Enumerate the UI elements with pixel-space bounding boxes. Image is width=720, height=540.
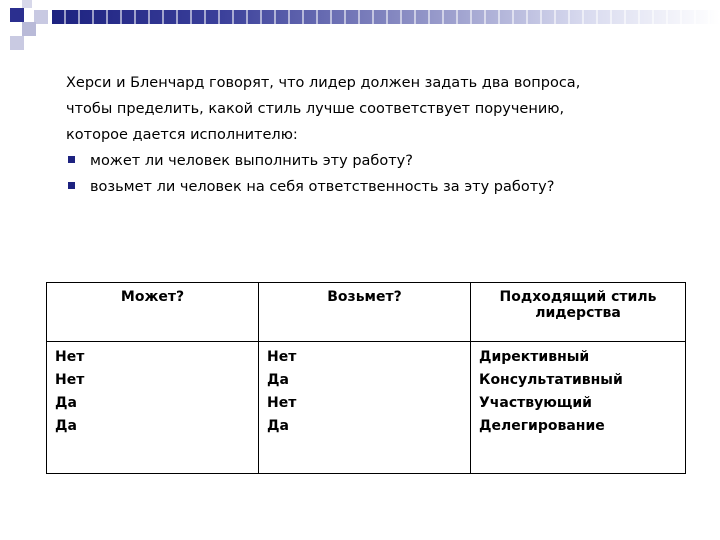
cell: Нет [55,372,85,388]
list-item-text: возьмет ли человек на себя ответственность за эту работу? [90,179,555,195]
decor-square [10,8,24,22]
cell: Да [55,418,77,434]
decor-square [22,22,36,36]
intro-text-block [66,70,666,200]
header-gradient-bar [52,10,720,24]
leadership-style-table [46,282,686,474]
list-item-text: может ли человек выполнить эту работу? [90,153,413,169]
cell: Да [55,395,77,411]
cell: Да [267,418,289,434]
decor-square [10,36,24,50]
table-row [47,342,686,474]
intro-line: Херси и Бленчард говорят, что лидер должен задать два вопроса, [66,75,581,91]
cell: Директивный [479,349,590,365]
header-style: Подходящий стиль лидерства [471,283,686,342]
list-item [66,148,666,174]
intro-line: чтобы пределить, какой стиль лучше соответствует поручению, [66,101,565,117]
cell: Делегирование [479,418,605,434]
column-will [259,342,471,474]
cell: Нет [267,395,297,411]
decor-square [34,10,48,24]
cell: Нет [267,349,297,365]
cell: Консультативный [479,372,623,388]
header-can: Может? [47,283,259,342]
cell: Нет [55,349,85,365]
column-can [47,342,259,474]
table-header-row [47,283,686,342]
intro-line: которое дается исполнителю: [66,127,298,143]
column-style [471,342,686,474]
cell: Да [267,372,289,388]
question-list [66,148,666,200]
square-bullet-icon [68,156,75,163]
decor-square [22,0,32,8]
square-bullet-icon [68,182,75,189]
header-will: Возьмет? [259,283,471,342]
list-item [66,174,666,200]
cell: Участвующий [479,395,592,411]
